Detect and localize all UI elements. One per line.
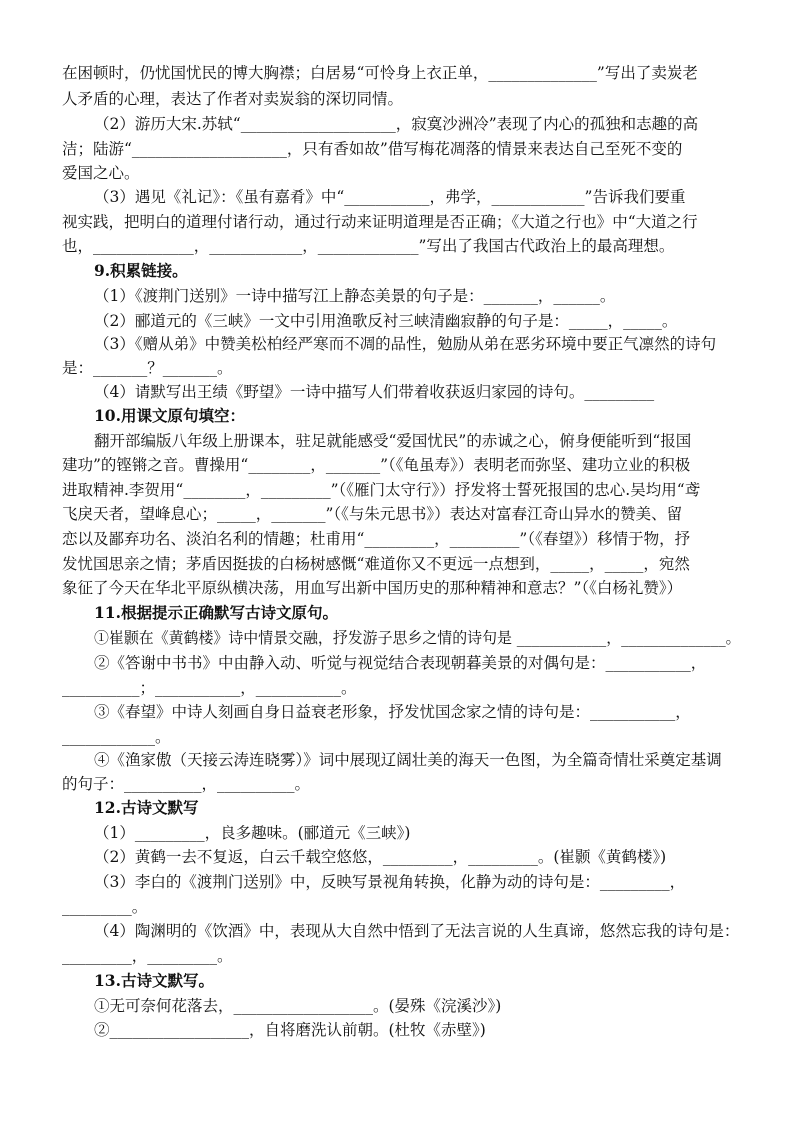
text-line: ②__________________，自将磨洗认前朝。(杜牧《赤壁》) bbox=[94, 1021, 486, 1039]
section-heading: 10.用课文原句填空： bbox=[94, 406, 245, 425]
text-line: 翻开部编版八年级上册课本，驻足就能感受“爱国忧民”的赤诚之心，俯身便能听到“报国 bbox=[94, 432, 692, 450]
text-line: 洁；陆游“____________________，只有香如故”借写梅花凋落的情景来表达自己至死不变的 bbox=[62, 140, 683, 158]
text-line: （1）《渡荆门送别》一诗中描写江上静态美景的句子是：_______，______。 bbox=[94, 287, 616, 305]
text-line: 建功”的铿锵之音。曹操用“________，_______”（《龟虽寿》）表明老而弥坚、建功立业的积极 bbox=[62, 456, 691, 474]
text-line: _________，_________。 bbox=[62, 947, 233, 965]
text-line: （3）李白的《渡荆门送别》中，反映写景视角转换，化静为动的诗句是：_________， bbox=[94, 873, 686, 891]
text-line: ④《渔家傲（天接云涛连晓雾）》词中展现辽阔壮美的海天一色图，为全篇奇情壮采奠定基调 bbox=[94, 751, 722, 769]
text-line: ①无可奈何花落去，__________________。(晏殊《浣溪沙》) bbox=[94, 997, 502, 1015]
text-line: ③《春望》中诗人刻画自身日益衰老形象，抒发忧国念家之情的诗句是：___________， bbox=[94, 703, 691, 721]
text-line: ____________。 bbox=[62, 728, 171, 746]
text-line: ②《答谢中书书》中由静入动、听觉与视觉结合表现朝暮美景的对偶句是：___________， bbox=[94, 654, 707, 672]
text-line: （3）《赠从弟》中赞美松柏经严寒而不凋的品性，勉励从弟在恶劣环境中要正气凛然的诗句 bbox=[94, 335, 717, 353]
text-line: 象征了今天在华北平原纵横决荡，用血写出新中国历史的那种精神和意志？”（《白杨礼赞》） bbox=[62, 579, 683, 597]
text-line: 进取精神.李贺用“________，_________”（《雁门太守行》）抒发将士誓死报国的忠心.吴均用“鸢 bbox=[62, 481, 701, 499]
text-line: （2）游历大宋.苏轼“____________________，寂寞沙洲冷”表现了内心的孤独和志趣的高 bbox=[94, 115, 699, 133]
text-line: ①崔颢在《黄鹤楼》诗中情景交融，抒发游子思乡之情的诗句是 ____________，______________。 bbox=[94, 629, 741, 647]
text-line: 是：_______？_______。 bbox=[62, 359, 233, 377]
text-line: _________。 bbox=[62, 898, 148, 916]
section-heading: 9.积累链接。 bbox=[94, 261, 188, 280]
text-line: 在困顿时，仍忧国忧民的博大胸襟；白居易“可怜身上衣正单，______________”写出了卖炭老 bbox=[62, 64, 698, 82]
text-line: （3）遇见《礼记》：《虽有嘉肴》中“___________，弗学，____________”告诉我们要重 bbox=[94, 188, 686, 206]
section-heading: 13.古诗文默写。 bbox=[94, 971, 214, 990]
text-line: （4）请默写出王绩《野望》一诗中描写人们带着收获返归家园的诗句。_________ bbox=[94, 383, 655, 401]
text-line: 爱国之心。 bbox=[62, 164, 140, 182]
text-line: （4）陶渊明的《饮酒》中，表现从大自然中悟到了无法言说的人生真谛，悠然忘我的诗句是： bbox=[94, 922, 740, 940]
text-line: 飞戾天者，望峰息心；_____，_______”（《与朱元思书》）表达对富春江奇山异水的赞美、留 bbox=[62, 505, 683, 523]
text-line: 发忧国思亲之情；茅盾因挺拔的白杨树感慨“难道你又不更远一点想到，_____，_____，宛然 bbox=[62, 555, 690, 573]
text-line: （2）郦道元的《三峡》一文中引用渔歌反衬三峡清幽寂静的句子是：_____，_____。 bbox=[94, 312, 678, 330]
text-line: __________；___________，___________。 bbox=[62, 679, 357, 697]
text-line: 人矛盾的心理，表达了作者对卖炭翁的深切同情。 bbox=[62, 90, 404, 108]
section-heading: 11.根据提示正确默写古诗文原句。 bbox=[94, 603, 338, 622]
text-line: （2）黄鹤一去不复返，白云千载空悠悠，_________，_________。(崔颢《黄鹤楼》) bbox=[94, 848, 667, 866]
text-line: 的句子：__________，__________。 bbox=[62, 775, 311, 793]
text-line: 恋以及鄙弃功名、淡泊名利的情趣；杜甫用“_________，_________”（《春望》）移情于物，抒 bbox=[62, 530, 691, 548]
section-heading: 12.古诗文默写 bbox=[94, 798, 199, 817]
text-line: 视实践，把明白的道理付诸行动，通过行动来证明道理是否正确；《大道之行也》中“大道之行 bbox=[62, 213, 698, 231]
text-line: （1）_________，良多趣味。(郦道元《三峡》) bbox=[94, 824, 411, 842]
text-line: 也，_____________，____________，_____________”写出了我国古代政治上的最高理想。 bbox=[62, 237, 675, 255]
